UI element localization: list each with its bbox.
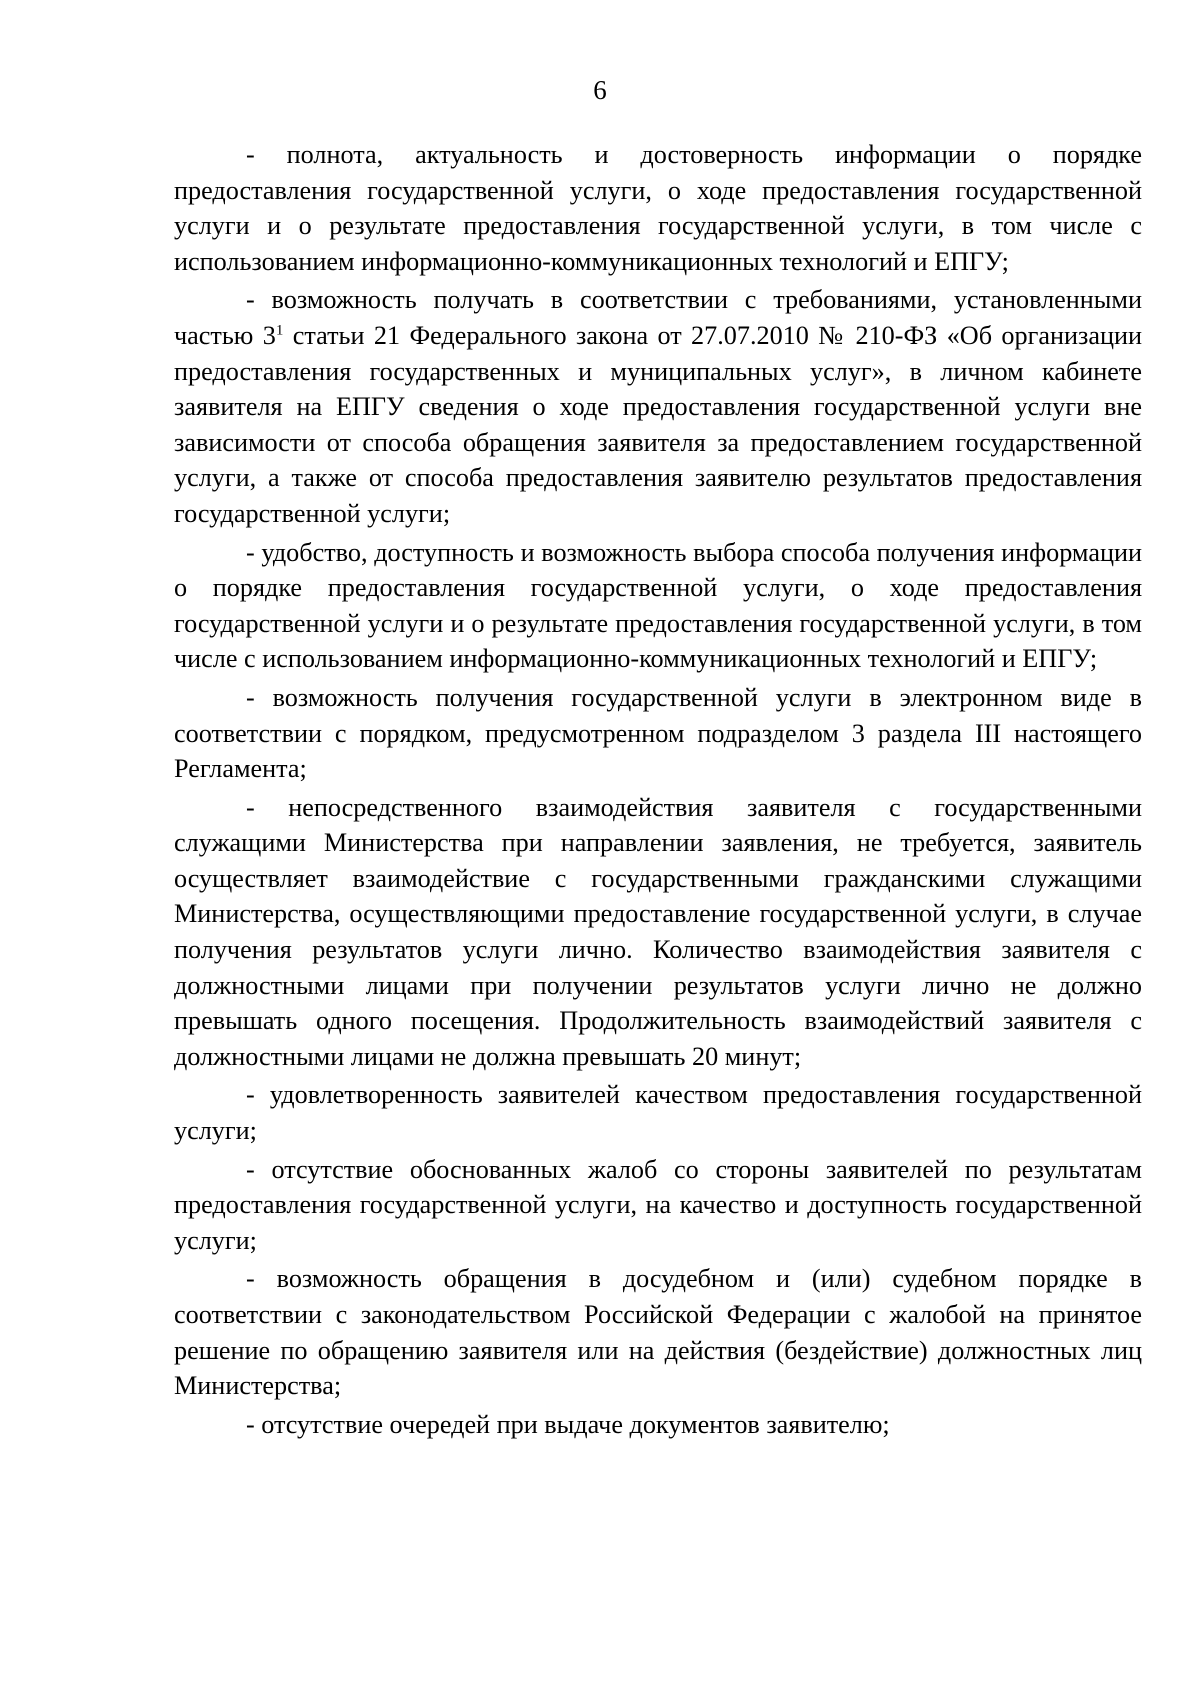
paragraph-convenience: - удобство, доступность и возможность выбора способа получения информации о порядке предоставления государственной услуги, о ходе предоставления государственной услуги и о результате предоставления государственной услуги, в том числе с использованием информационно-коммуникационных технологий и ЕПГУ;	[174, 537, 1142, 674]
paragraph-text-part: статьи 21 Федерального закона от 27.07.2010 № 210-ФЗ «Об организации предоставления государственных и муниципальных услуг», в личном кабинете заявителя на ЕПГУ сведения о ходе предоставления государственной услуги вне зависимости от способа обращения заявителя за предоставлением государственной услуги, а также от способа предоставления заявителю результатов предоставления государственной услуги;	[174, 320, 1142, 528]
paragraph-satisfaction: - удовлетворенность заявителей качеством предоставления государственной услуги;	[174, 1080, 1142, 1146]
paragraph-electronic-service: - возможность получения государственной услуги в электронном виде в соответствии с порядком, предусмотренном подразделом 3 раздела III настоящего Регламента;	[174, 682, 1142, 784]
paragraph-progress-tracking	[174, 282, 1142, 531]
paragraph-interaction: - непосредственного взаимодействия заявителя с государственными служащими Министерства при направлении заявления, не требуется, заявитель осуществляет взаимодействие с государственными гражданскими служащими Министерства, осуществляющими предоставление государственной услуги, в случае получения результатов услуги лично. Количество взаимодействия заявителя с должностными лицами при получении результатов услуги лично не должно превышать одного посещения. Продолжительность взаимодействий заявителя с должностными лицами не должна превышать 20 минут;	[174, 792, 1142, 1071]
superscript: 1	[275, 322, 284, 339]
paragraph-information-completeness: - полнота, актуальность и достоверность информации о порядке предоставления государственной услуги, о ходе предоставления государственной услуги и о результате предоставления государственной услуги, в том числе с использованием информационно-коммуникационных технологий и ЕПГУ;	[174, 140, 1142, 276]
paragraph-text-part: - возможность получать в соответствии с требованиями, установленными частью 3	[174, 285, 1142, 350]
paragraph-no-queues: - отсутствие очередей при выдаче документов заявителю;	[246, 1409, 890, 1439]
paragraph-complaints-absence: - отсутствие обоснованных жалоб со стороны заявителей по результатам предоставления государственной услуги, на качество и доступность государственной услуги;	[174, 1154, 1142, 1255]
document-body	[174, 137, 1142, 1445]
page-number: 6	[593, 75, 607, 105]
paragraph-appeal-possibility: - возможность обращения в досудебном и (или) судебном порядке в соответствии с законодательством Российской Федерации с жалобой на принятое решение по обращению заявителя или на действия (бездействие) должностных лиц Министерства;	[174, 1264, 1142, 1401]
